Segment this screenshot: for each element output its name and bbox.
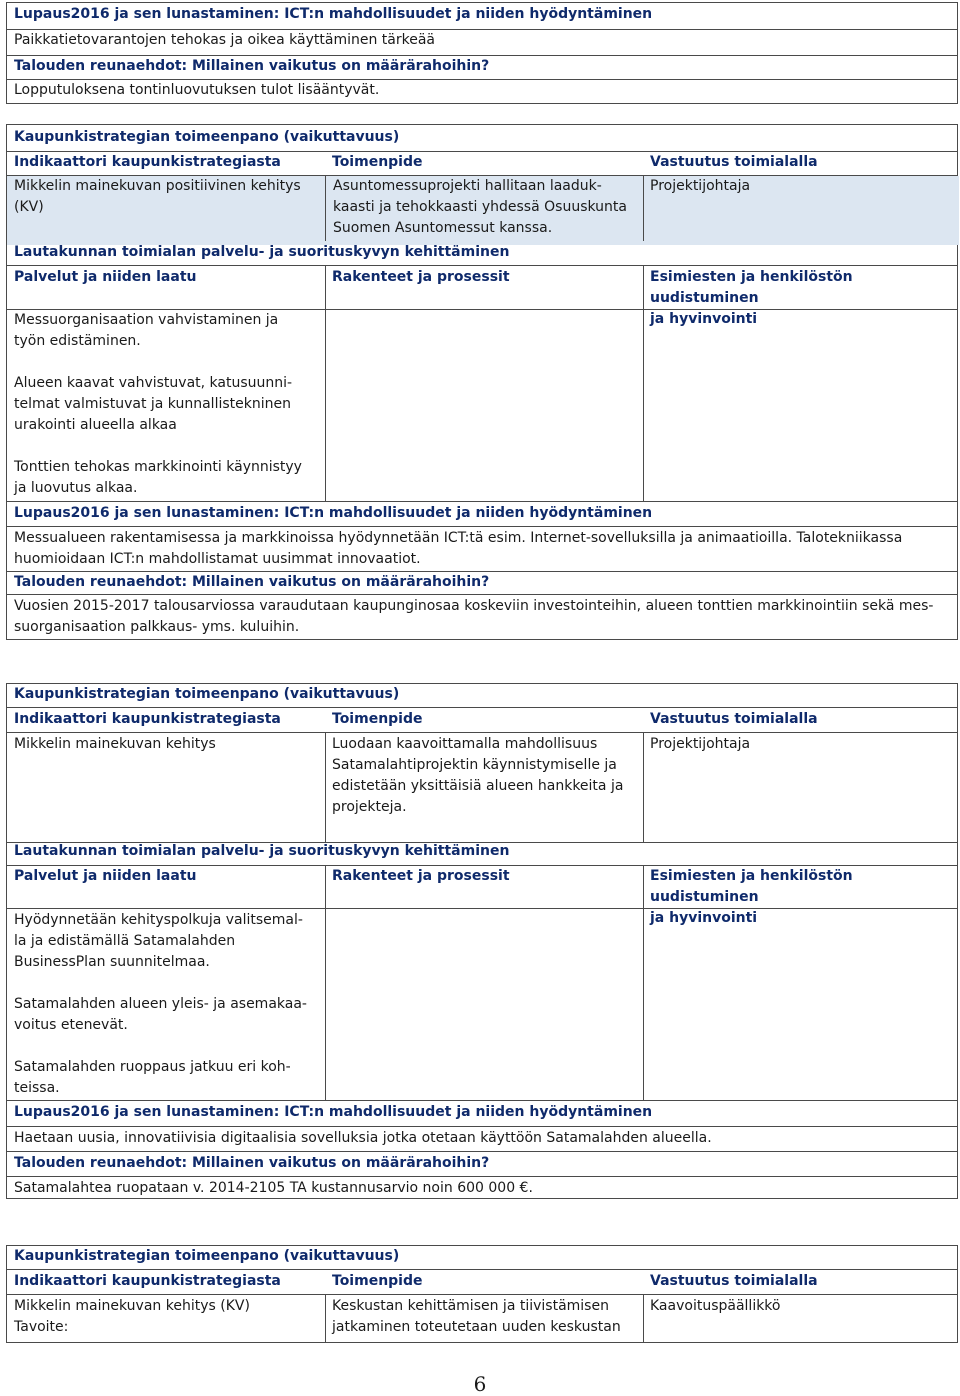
services-line: voitus etenevät. <box>14 1017 128 1033</box>
col-staff-header <box>643 866 959 929</box>
talous-heading: Talouden reunaehdot: Millainen vaikutus on määrärahoihin? <box>14 574 490 590</box>
col-services-header: Palvelut ja niiden laatu <box>14 868 197 884</box>
strategy-heading: Kaupunkistrategian toimeenpano (vaikuttavuus) <box>14 1248 400 1264</box>
table-block-2 <box>6 683 958 1199</box>
action-line: edistetään yksittäisiä alueen hankkeita ja <box>332 778 624 794</box>
talous-text: Satamalahtea ruopataan v. 2014-2105 TA kustannusarvio noin 600 000 €. <box>14 1180 533 1196</box>
indicator-cell <box>7 1296 325 1338</box>
col-staff-line: Esimiesten ja henkilöstön uudistuminen <box>650 868 853 905</box>
board-heading: Lautakunnan toimialan palvelu- ja suorituskyvyn kehittäminen <box>14 843 510 859</box>
indicator-line: Mikkelin mainekuvan positiivinen kehitys <box>14 178 301 194</box>
services-line: Tonttien tehokas markkinointi käynnistyy <box>14 459 302 475</box>
table-block-0 <box>6 2 958 104</box>
action-cell <box>325 176 643 245</box>
talous-line: Vuosien 2015-2017 talousarviossa varaudutaan kaupunginosaa koskeviin investointeihin, alueen tonttien markkinointiin sekä mes- <box>14 598 934 614</box>
services-line: la ja edistämällä Satamalahden <box>14 933 236 949</box>
col-indicator-header: Indikaattori kaupunkistrategiasta <box>14 1273 281 1289</box>
talous-text: Lopputuloksena tontinluovutuksen tulot lisääntyvät. <box>14 82 380 98</box>
col-indicator-header: Indikaattori kaupunkistrategiasta <box>14 711 281 727</box>
indicator-cell <box>7 176 325 245</box>
indicator-line: (KV) <box>14 199 44 215</box>
services-line: urakointi alueella alkaa <box>14 417 177 433</box>
services-line: Alueen kaavat vahvistuvat, katusuunni- <box>14 375 293 391</box>
services-line: ja luovutus alkaa. <box>14 480 138 496</box>
col-staff-line: ja hyvinvointi <box>650 910 758 926</box>
col-action-header: Toimenpide <box>332 1273 423 1289</box>
lupaus-line: Messualueen rakentamisessa ja markkinoissa hyödynnetään ICT:tä esim. Internet-sovelluksilla ja animaatioilla. Talotekniikassa <box>14 530 903 546</box>
board-heading: Lautakunnan toimialan palvelu- ja suorituskyvyn kehittäminen <box>14 244 510 260</box>
indicator-cell: Mikkelin mainekuvan kehitys <box>14 736 216 752</box>
col-structures-header: Rakenteet ja prosessit <box>332 868 510 884</box>
services-line: Satamalahden ruoppaus jatkuu eri koh- <box>14 1059 291 1075</box>
col-action-header: Toimenpide <box>332 711 423 727</box>
col-staff-line: ja hyvinvointi <box>650 311 758 327</box>
responsible-cell: Projektijohtaja <box>643 176 959 245</box>
lupaus-heading: Lupaus2016 ja sen lunastaminen: ICT:n mahdollisuudet ja niiden hyödyntäminen <box>14 505 653 521</box>
indicator-line: Tavoite: <box>14 1319 69 1335</box>
lupaus-text: Paikkatietovarantojen tehokas ja oikea käyttäminen tärkeää <box>14 32 436 48</box>
services-cell <box>7 910 325 1099</box>
col-structures-header: Rakenteet ja prosessit <box>332 269 510 285</box>
talous-text <box>7 596 957 638</box>
services-line: Messuorganisaation vahvistaminen ja <box>14 312 279 328</box>
col-staff-line: Esimiesten ja henkilöstön uudistuminen <box>650 269 853 306</box>
services-cell <box>7 310 325 499</box>
services-line: teissa. <box>14 1080 60 1096</box>
action-cell <box>325 734 643 818</box>
services-line: telmat valmistuvat ja kunnallistekninen <box>14 396 291 412</box>
action-line: Keskustan kehittämisen ja tiivistämisen <box>332 1298 609 1314</box>
action-cell <box>325 1296 643 1338</box>
col-responsible-header: Vastuutus toimialalla <box>650 1273 818 1289</box>
action-line: Suomen Asuntomessut kanssa. <box>333 220 553 236</box>
services-line: Satamalahden alueen yleis- ja asemakaa- <box>14 996 307 1012</box>
col-action-header: Toimenpide <box>332 154 423 170</box>
talous-line: suorganisaation palkkaus- yms. kuluihin. <box>14 619 300 635</box>
indicator-line: Mikkelin mainekuvan kehitys (KV) <box>14 1298 250 1314</box>
col-services-header: Palvelut ja niiden laatu <box>14 269 197 285</box>
action-line: jatkaminen toteutetaan uuden keskustan <box>332 1319 621 1335</box>
lupaus-heading: Lupaus2016 ja sen lunastaminen: ICT:n mahdollisuudet ja niiden hyödyntäminen <box>14 1104 653 1120</box>
action-line: Asuntomessuprojekti hallitaan laaduk- <box>333 178 602 194</box>
col-staff-header <box>643 267 959 330</box>
action-line: Satamalahtiprojektin käynnistymiselle ja <box>332 757 617 773</box>
action-line: Luodaan kaavoittamalla mahdollisuus <box>332 736 598 752</box>
responsible-cell: Kaavoituspäällikkö <box>650 1298 781 1314</box>
responsible-cell: Projektijohtaja <box>650 736 751 752</box>
strategy-heading: Kaupunkistrategian toimeenpano (vaikuttavuus) <box>14 686 400 702</box>
action-line: projekteja. <box>332 799 407 815</box>
lupaus-line: huomioidaan ICT:n mahdollistamat uusimmat innovaatiot. <box>14 551 421 567</box>
strategy-heading: Kaupunkistrategian toimeenpano (vaikuttavuus) <box>14 129 400 145</box>
lupaus-text <box>7 528 957 570</box>
services-line: Hyödynnetään kehityspolkuja valitsemal- <box>14 912 303 928</box>
talous-heading: Talouden reunaehdot: Millainen vaikutus on määrärahoihin? <box>14 58 490 74</box>
col-indicator-header: Indikaattori kaupunkistrategiasta <box>14 154 281 170</box>
col-responsible-header: Vastuutus toimialalla <box>650 154 818 170</box>
table-block-1 <box>6 124 958 640</box>
col-responsible-header: Vastuutus toimialalla <box>650 711 818 727</box>
lupaus-text: Haetaan uusia, innovatiivisia digitaalisia sovelluksia jotka otetaan käyttöön Satamalahden alueella. <box>14 1130 712 1146</box>
services-line: BusinessPlan suunnitelmaa. <box>14 954 210 970</box>
action-line: kaasti ja tehokkaasti yhdessä Osuuskunta <box>333 199 627 215</box>
lupaus-heading: Lupaus2016 ja sen lunastaminen: ICT:n mahdollisuudet ja niiden hyödyntäminen <box>14 6 653 22</box>
table-block-3 <box>6 1245 958 1343</box>
page-number: 6 <box>473 1372 487 1396</box>
talous-heading: Talouden reunaehdot: Millainen vaikutus on määrärahoihin? <box>14 1155 490 1171</box>
services-line: työn edistäminen. <box>14 333 141 349</box>
